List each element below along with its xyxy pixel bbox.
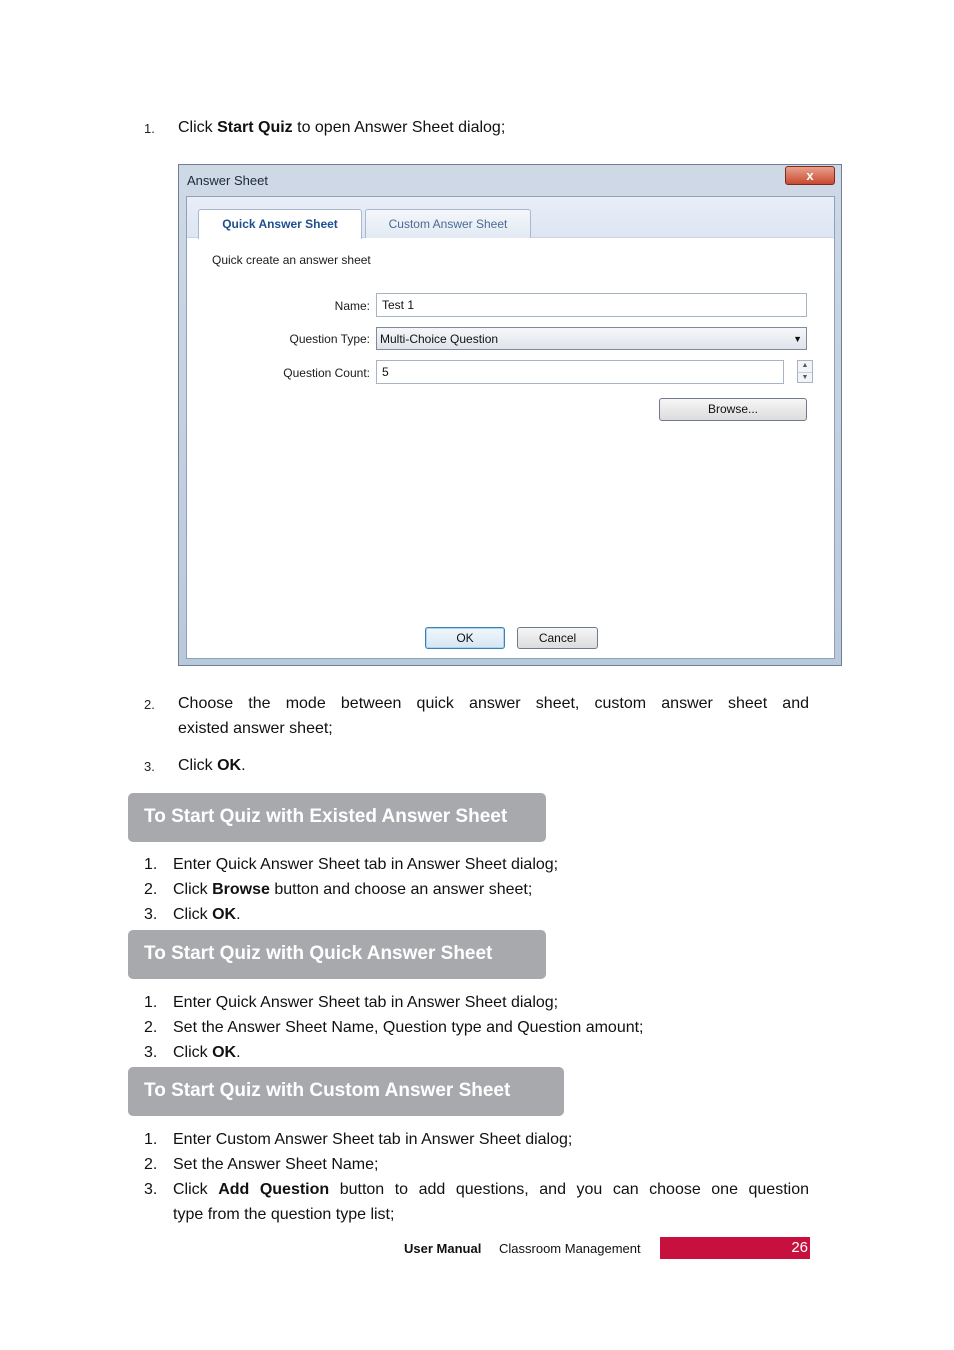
browse-button[interactable]: Browse... [659, 398, 807, 421]
footer-user-manual: User Manual [404, 1241, 482, 1256]
list-number: 2. [144, 1019, 158, 1036]
list-item: Click Browse button and choose an answer sheet; [173, 881, 533, 898]
name-label: Name: [334, 299, 370, 313]
list-number: 2. [144, 881, 158, 898]
name-input[interactable]: Test 1 [376, 293, 807, 317]
answer-sheet-dialog [178, 164, 842, 666]
section-heading-quick: To Start Quiz with Quick Answer Sheet [128, 930, 546, 979]
list-item: Enter Quick Answer Sheet tab in Answer Sheet dialog; [173, 994, 559, 1011]
list-item: Enter Custom Answer Sheet tab in Answer Sheet dialog; [173, 1131, 573, 1148]
dialog-subtitle: Quick create an answer sheet [212, 253, 371, 267]
list-number: 2. [144, 1156, 158, 1173]
question-type-label: Question Type: [289, 332, 370, 346]
section-heading-custom: To Start Quiz with Custom Answer Sheet [128, 1067, 564, 1116]
page-number: 26 [660, 1237, 810, 1259]
list-item: Click OK. [173, 1044, 241, 1061]
step-number: 2. [144, 697, 155, 712]
list-item: Click Add Question button to add questions, and you can choose one question [173, 1181, 810, 1198]
list-number: 3. [144, 906, 158, 923]
list-number: 3. [144, 1044, 158, 1061]
section-heading-existed: To Start Quiz with Existed Answer Sheet [128, 793, 546, 842]
tab-quick-answer-sheet[interactable]: Quick Answer Sheet [198, 209, 362, 239]
step-number: 3. [144, 759, 155, 774]
question-count-stepper[interactable] [797, 360, 813, 383]
step-2-line-2: existed answer sheet; [178, 720, 333, 737]
ok-button[interactable]: OK [425, 627, 505, 649]
step-3-text: Click OK. [178, 757, 246, 774]
tab-strip [187, 197, 834, 238]
step-2-line-1: Choose the mode between quick answer sheet, custom answer sheet and [178, 695, 809, 712]
question-count-input[interactable]: 5 [376, 360, 784, 384]
list-number: 1. [144, 994, 158, 1011]
cancel-button[interactable]: Cancel [517, 627, 598, 649]
footer-classroom-management: Classroom Management [499, 1241, 641, 1256]
tab-custom-answer-sheet[interactable]: Custom Answer Sheet [365, 209, 531, 238]
close-button[interactable]: x [785, 166, 835, 185]
dialog-content [186, 196, 835, 659]
question-type-select[interactable] [376, 327, 807, 350]
dialog-title: Answer Sheet [187, 173, 268, 188]
list-number: 1. [144, 856, 158, 873]
list-item: Click OK. [173, 906, 241, 923]
list-number: 3. [144, 1181, 158, 1198]
list-item: Set the Answer Sheet Name; [173, 1156, 379, 1173]
list-item-continuation: type from the question type list; [173, 1206, 395, 1223]
step-1-text: Click Start Quiz to open Answer Sheet dialog; [178, 119, 506, 136]
list-number: 1. [144, 1131, 158, 1148]
chevron-down-icon: ▼ [793, 334, 802, 344]
question-count-label: Question Count: [283, 366, 370, 380]
spin-down-icon[interactable]: ▼ [801, 374, 809, 381]
question-type-value: Multi-Choice Question [380, 332, 499, 346]
list-item: Set the Answer Sheet Name, Question type and Question amount; [173, 1019, 644, 1036]
step-number: 1. [144, 121, 155, 136]
list-item: Enter Quick Answer Sheet tab in Answer Sheet dialog; [173, 856, 559, 873]
spin-up-icon[interactable]: ▲ [798, 361, 812, 373]
